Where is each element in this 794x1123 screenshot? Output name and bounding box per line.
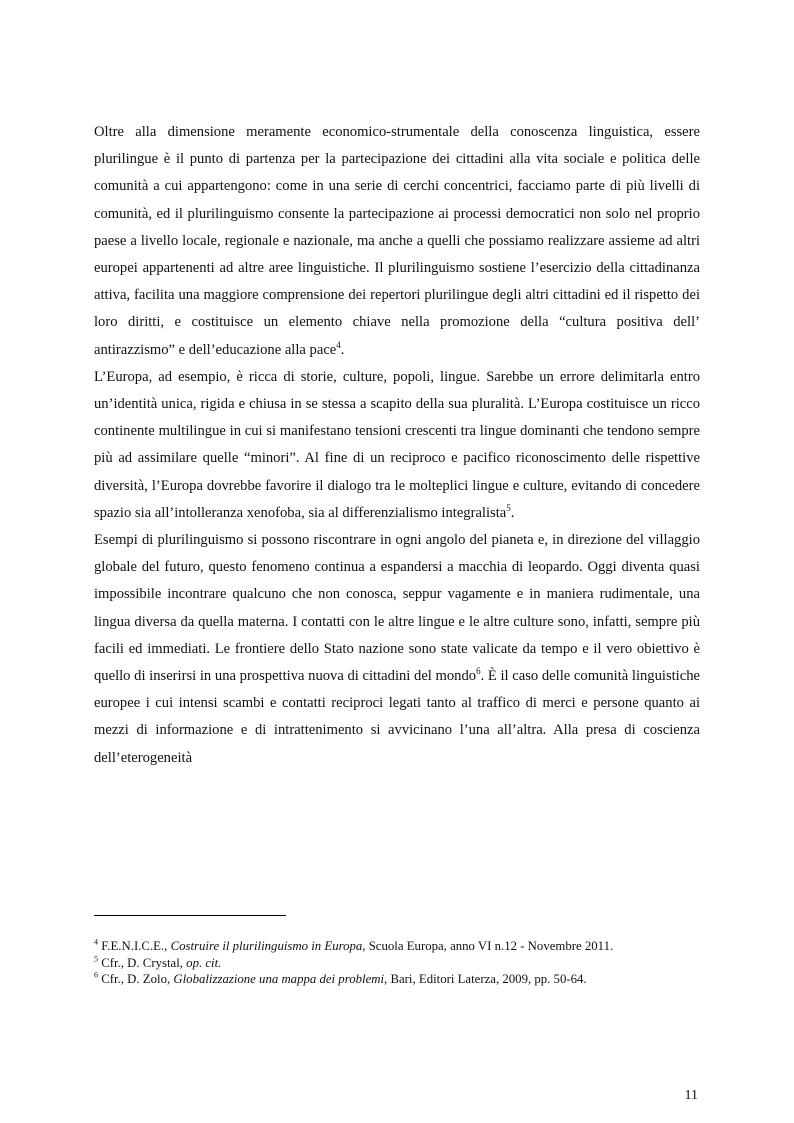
paragraph-text: L’Europa, ad esempio, è ricca di storie, culture, popoli, lingue. Sarebbe un errore delimitarla entro un’identità unica, rigida e chiusa in se stessa a scapito della sua pluralità. L’Europa costituisce un ricco continente multilingue in cui si manifestano tensioni crescenti tra lingue dominanti che tendono sempre più ad assimilare quelle “minori”. Al fine di un reciproco e pacifico riconoscimento delle rispettive diversità, l’Europa dovrebbe favorire il dialogo tra le molteplici lingue e culture, evitando di concedere spazio sia all’intolleranza xenofoba, sia al differenzialismo integralista (94, 368, 700, 521)
footnote-ref-5[interactable]: 5 (506, 502, 511, 513)
footnote-details: , Scuola Europa, anno VI n.12 - Novembre 2011. (362, 939, 614, 953)
footnote-title: Costruire il plurilinguismo in Europa (170, 939, 363, 953)
footnote-title: op. cit. (186, 955, 222, 970)
footnote-title: Globalizzazione una mappa dei problemi (173, 972, 385, 986)
footnote-ref-6[interactable]: 6 (476, 666, 481, 677)
footnote-author: Cfr., D. Crystal, (101, 955, 187, 970)
paragraph-text: Esempi di plurilinguismo si possono riscontrare in ogni angolo del pianeta e, in direzione del villaggio globale del futuro, questo fenomeno continua a espandersi a macchia di leopardo. Oggi diventa quasi impossibile incontrare qualcuno che non conosca, seppur vagamente e in maniera rudimentale, una lingua diversa da quella materna. I contatti con le altre lingue e le altre culture sono, infatti, sempre più facili ed immediati. Le frontiere dello Stato nazione sono state valicate da tempo e il vero obiettivo è quello di inserirsi in una prospettiva nuova di cittadini del mondo (94, 532, 700, 685)
footnote-details: , Bari, Editori Laterza, 2009, pp. 50-64. (384, 972, 587, 986)
footnote-separator (94, 915, 286, 916)
paragraph-text: Oltre alla dimensione meramente economico-strumentale della conoscenza linguistica, essere plurilingue è il punto di partenza per la partecipazione dei cittadini alla vita sociale e politica delle comunità a cui appartengono: come in una serie di cerchi concentrici, facciamo parte di più livelli di comunità, ed il plurilinguismo consente la partecipazione ai processi democratici non solo nel proprio paese a livello locale, regionale e nazionale, ma anche a quelli che possiamo realizzare assieme ad altri europei appartenenti ad altre aree linguistiche. Il plurilinguismo sostiene l’esercizio della cittadinanza attiva, facilita una maggiore comprensione dei repertori plurilingue degli altri cittadini ed il rispetto dei loro diritti, e costituisce un elemento chiave nella promozione della “cultura positiva dell’ antirazzismo” e dell’educazione alla pace (94, 124, 700, 358)
footnote-author: F.E.N.I.C.E., (101, 939, 171, 953)
paragraph-tail: . È il caso delle comunità linguistiche europee i cui intensi scambi e contatti reciproci legati tanto al traffico di merci e persone quanto ai mezzi di informazione e di intrattenimento si avvicinano l’una all’altra. Alla presa di coscienza dell’eterogeneità (94, 668, 700, 766)
paragraph-3 (94, 527, 700, 772)
body-text (94, 119, 700, 772)
footnote-number: 5 (94, 954, 98, 964)
footnote-ref-4[interactable]: 4 (336, 339, 341, 350)
footnote-number: 6 (94, 970, 98, 980)
paragraph-tail: . (510, 504, 515, 521)
footnotes (94, 938, 704, 988)
footnote-author: Cfr., D. Zolo, (101, 972, 174, 986)
page-number: 11 (684, 1088, 698, 1103)
paragraph-2 (94, 364, 700, 527)
footnote-4 (94, 938, 704, 955)
footnote-5 (94, 955, 704, 972)
paragraph-tail: . (340, 341, 345, 358)
paragraph-1 (94, 119, 700, 364)
footnote-number: 4 (94, 937, 98, 947)
footnote-6 (94, 971, 704, 988)
